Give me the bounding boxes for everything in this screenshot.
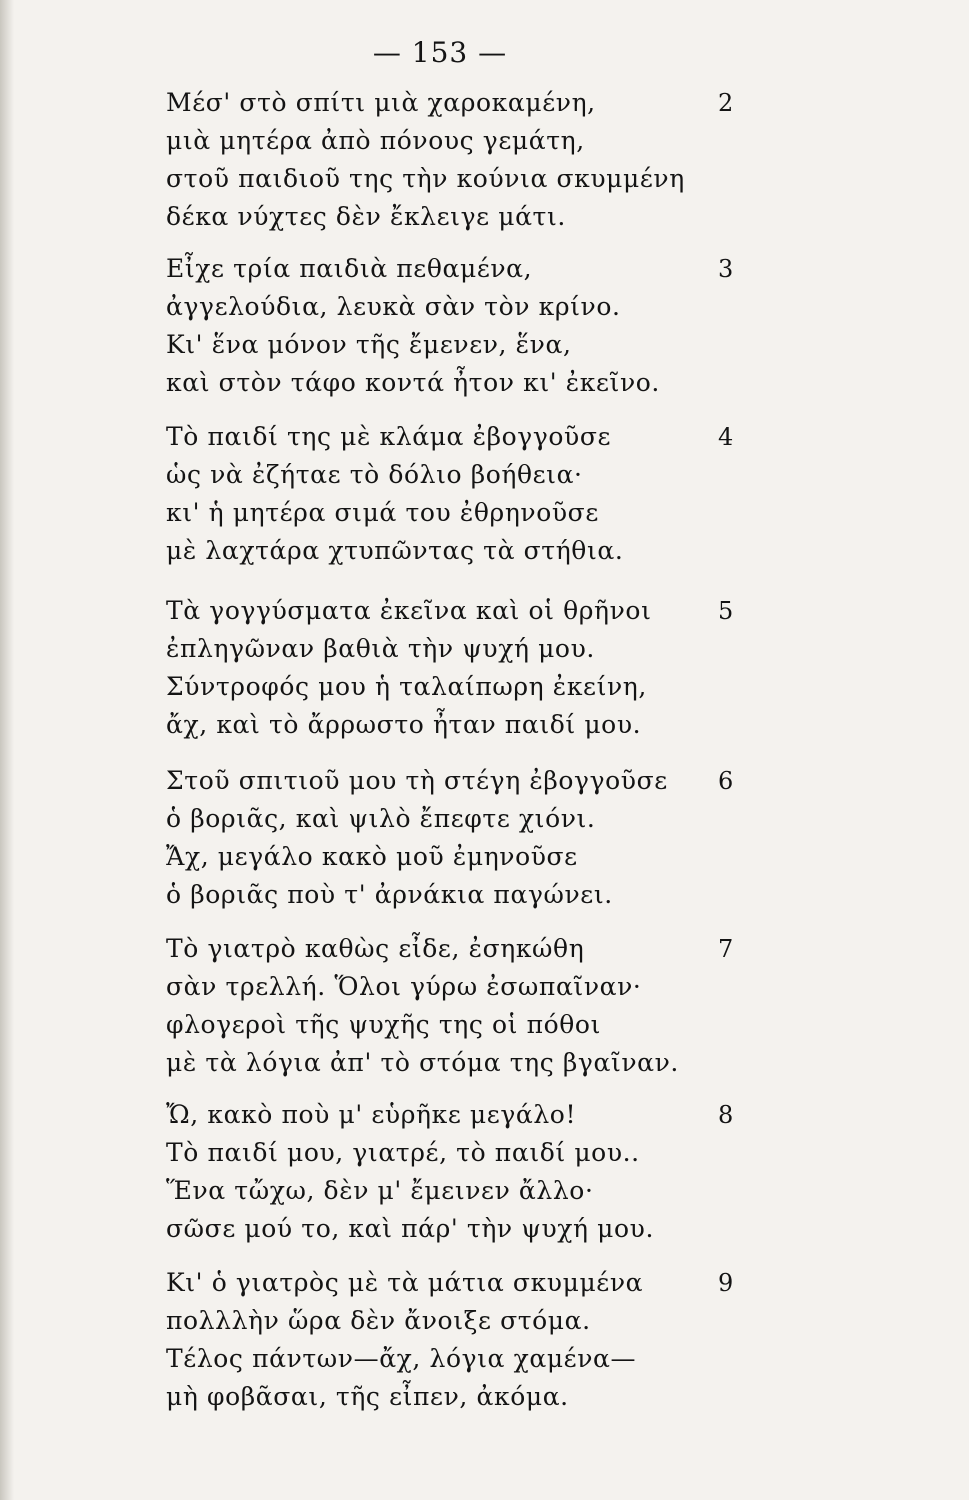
verse-line: Τὸ γιατρὸ καθὼς εἶδε, ἐσηκώθη <box>166 934 585 963</box>
verse-line: μὲ τὰ λόγια ἀπ' τὸ στόμα της βγαῖναν. <box>166 1048 679 1077</box>
verse-line: δέκα νύχτες δὲν ἔκλειγε μάτι. <box>166 202 566 231</box>
stanza <box>166 592 766 744</box>
verse-line: μὴ φοβᾶσαι, τῆς εἶπεν, ἀκόμα. <box>166 1382 569 1411</box>
stanza <box>166 84 766 236</box>
stanza-number: 7 <box>718 935 734 963</box>
verse-line: ὡς νὰ ἐζήταε τὸ δόλιο βοήθεια· <box>166 460 583 489</box>
verse-line: Τὰ γογγύσματα ἐκεῖνα καὶ οἱ θρῆνοι <box>166 596 652 625</box>
verse-line: κι' ἡ μητέρα σιμά του ἐθρηνοῦσε <box>166 498 599 527</box>
verse-line: Κι' ἕνα μόνον τῆς ἔμενεν, ἕνα, <box>166 330 572 359</box>
page-number: — 153 — <box>372 36 508 69</box>
verse-line: Κι' ὁ γιατρὸς μὲ τὰ μάτια σκυμμένα <box>166 1268 644 1297</box>
verse-line: καὶ στὸν τάφο κοντά ἦτον κι' ἐκεῖνο. <box>166 368 660 397</box>
stanza-number: 6 <box>718 767 734 795</box>
verse-line: Τὸ παιδί μου, γιατρέ, τὸ παιδί μου.. <box>166 1138 640 1167</box>
verse-line: ἐπληγῶναν βαθιὰ τὴν ψυχή μου. <box>166 634 595 663</box>
verse-line: ὁ βοριᾶς ποὺ τ' ἀρνάκια παγώνει. <box>166 880 613 909</box>
verse-line: μὲ λαχτάρα χτυπῶντας τὰ στήθια. <box>166 536 624 565</box>
stanza <box>166 1264 766 1416</box>
verse-line: Τέλος πάντων—ἄχ, λόγια χαμένα— <box>166 1344 637 1373</box>
verse-line: ἀγγελούδια, λευκὰ σὰν τὸν κρίνο. <box>166 292 621 321</box>
stanza-number: 3 <box>718 255 734 283</box>
verse-line: Ἕνα τὤχω, δὲν μ' ἔμεινεν ἄλλο· <box>166 1176 594 1205</box>
stanza-number: 9 <box>718 1269 734 1297</box>
stanza-number: 5 <box>718 597 734 625</box>
page-edge-shadow <box>0 0 14 1500</box>
verse-line: φλογεροὶ τῆς ψυχῆς της οἱ πόθοι <box>166 1010 601 1039</box>
verse-line: Ἄχ, μεγάλο κακὸ μοῦ ἐμηνοῦσε <box>166 842 578 871</box>
verse-line: σὰν τρελλή. Ὅλοι γύρω ἐσωπαῖναν· <box>166 972 642 1001</box>
verse-line: στοῦ παιδιοῦ της τὴν κούνια σκυμμένη <box>166 164 685 193</box>
verse-line: ἄχ, καὶ τὸ ἄρρωστο ἦταν παιδί μου. <box>166 710 642 739</box>
verse-line: Τὸ παιδί της μὲ κλάμα ἐβογγοῦσε <box>166 422 612 451</box>
verse-line: Ὤ, κακὸ ποὺ μ' εὑρῆκε μεγάλο! <box>166 1100 577 1129</box>
verse-line: Εἶχε τρία παιδιὰ πεθαμένα, <box>166 254 533 283</box>
stanza <box>166 250 766 402</box>
verse-line: πολλλὴν ὥρα δὲν ἄνοιξε στόμα. <box>166 1306 591 1335</box>
stanza <box>166 1096 766 1248</box>
verse-line: σῶσε μού το, καὶ πάρ' τὴν ψυχή μου. <box>166 1214 654 1243</box>
verse-line: Σύντροφός μου ἡ ταλαίπωρη ἐκείνη, <box>166 672 647 701</box>
stanza-number: 4 <box>718 423 734 451</box>
stanza <box>166 930 766 1082</box>
stanza <box>166 762 766 914</box>
stanza-number: 8 <box>718 1101 734 1129</box>
verse-line: ὁ βοριᾶς, καὶ ψιλὸ ἔπεφτε χιόνι. <box>166 804 596 833</box>
stanza-number: 2 <box>718 89 734 117</box>
verse-line: Μέσ' στὸ σπίτι μιὰ χαροκαμένη, <box>166 88 596 117</box>
verse-line: Στοῦ σπιτιοῦ μου τὴ στέγη ἐβογγοῦσε <box>166 766 668 795</box>
verse-line: μιὰ μητέρα ἀπὸ πόνους γεμάτη, <box>166 126 585 155</box>
stanza <box>166 418 766 570</box>
